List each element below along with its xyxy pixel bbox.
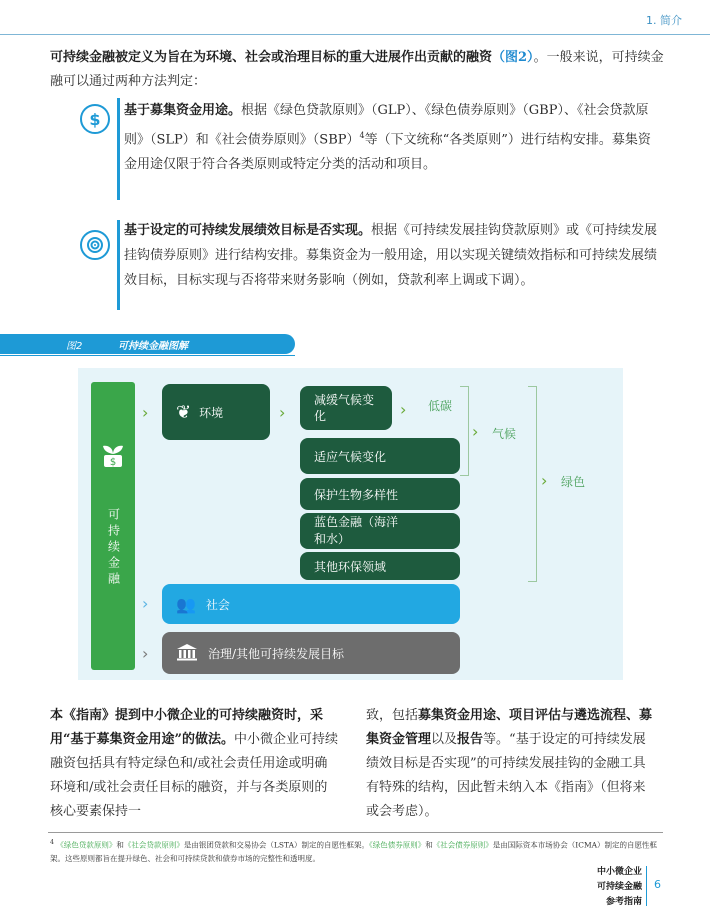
- node-label: 治理/其他可持续发展目标: [208, 646, 345, 661]
- node-mitigation: [300, 386, 392, 430]
- header-rule: [0, 34, 710, 35]
- body-text: 以及: [431, 732, 458, 747]
- footnote-link[interactable]: 《社会债券原则》: [432, 840, 493, 850]
- chevron-right-icon: ›: [142, 644, 149, 663]
- chevron-right-icon: ›: [142, 403, 149, 422]
- guide-title: [597, 865, 642, 910]
- approach-title: 基于设定的可持续发展绩效目标是否实现。: [124, 223, 372, 238]
- body-left-column: [50, 704, 340, 824]
- footnote-text: 是由国际资本市场协会（ICMA）制定的自愿性框架。这些原则都旨在提升绿色、社会和可持续贷款和债券市场的完整性和透明度。: [50, 840, 658, 863]
- root-label-text: 可持续金融: [106, 508, 121, 588]
- node-label: 环境: [199, 405, 224, 420]
- body-bold: 报告: [457, 732, 484, 747]
- chevron-right-icon: ›: [400, 400, 407, 419]
- guide-line: 中小微企业: [596, 867, 642, 877]
- money-plant-icon: [99, 440, 127, 476]
- page-number: 6: [654, 878, 661, 891]
- footnote-link[interactable]: 《绿色贷款原则》: [56, 840, 117, 850]
- body-text: 中小微企业可持续融资包括具有特定绿色和/或社会责任用途或明确环境和/或社会责任目标的融资，并与各类原则的核心要素保持一: [50, 732, 338, 819]
- chevron-right-icon: ›: [541, 471, 548, 490]
- footnote-ref[interactable]: 4: [359, 131, 365, 140]
- item-divider: [117, 98, 120, 200]
- chevron-right-icon: ›: [142, 594, 149, 613]
- node-label: 减缓气候变化: [314, 393, 375, 423]
- body-bold: 募集资金用途、项目评估与遴选流程、募集资金管理: [366, 708, 653, 747]
- bracket-climate: [460, 386, 469, 476]
- section-label: 1. 简介: [646, 14, 682, 27]
- node-label: 适应气候变化: [314, 449, 387, 464]
- approach-title: 基于募集资金用途。: [124, 103, 242, 118]
- approach-kpi: [124, 218, 659, 293]
- figure-title: 可持续金融图解: [118, 341, 188, 352]
- intro-rest: 。一般来说，可持续金融可以通过两种方法判定：: [50, 50, 664, 89]
- node-environment: [162, 384, 270, 440]
- node-adaptation: [300, 438, 460, 474]
- figure-rule: [0, 355, 295, 356]
- page-number-rule: [646, 866, 647, 906]
- institution-icon: [176, 643, 198, 664]
- category-climate: 气候: [492, 427, 517, 441]
- node-label: 社会: [205, 597, 230, 612]
- node-label: 蓝色金融（海洋和水）: [314, 515, 399, 546]
- approach-text: 根据《绿色贷款原则》（GLP）、《绿色债券原则》（GBP）、《社会贷款原则》（SLP）和《社会债券原则》（SBP）: [124, 103, 649, 148]
- chevron-right-icon: ›: [472, 422, 479, 441]
- dollar-icon: $: [80, 104, 110, 134]
- svg-text:$: $: [109, 457, 117, 468]
- people-icon: 👥: [176, 594, 196, 614]
- body-text: 致，包括: [366, 708, 419, 723]
- approach-text: 根据《可持续发展挂钩贷款原则》或《可持续发展挂钩债券原则》进行结构安排。募集资金为一般用途，用以实现关键绩效指标和可持续发展绩效目标，目标实现与否将带来财务影响（例如，贷款利率上调或下调）。: [124, 223, 658, 288]
- category-low-carbon: 低碳: [428, 399, 453, 413]
- root-label: [91, 508, 135, 588]
- approach-text-cont: 等（下文统称“各类原则”）进行结构安排。募集资金用途仅限于符合各类原则或特定分类的活动和项目。: [124, 132, 651, 173]
- chevron-right-icon: ›: [279, 403, 286, 422]
- node-label: 保护生物多样性: [314, 487, 399, 502]
- node-other-env: [300, 552, 460, 580]
- intro-paragraph: [50, 46, 670, 94]
- node-blue-finance: [300, 513, 460, 549]
- body-text: 等。“基于设定的可持续发展绩效目标是否实现”的可持续发展挂钩的金融工具有特殊的结构，因此暂未纳入本《指南》（但将来或会考虑）。: [366, 732, 646, 819]
- body-right-column: [366, 704, 656, 824]
- category-green: 绿色: [561, 475, 586, 489]
- footnote-link[interactable]: 《绿色债券原则》: [369, 840, 426, 850]
- node-biodiversity: [300, 478, 460, 510]
- footnote-number: 4: [50, 839, 54, 846]
- node-label: 其他环保领域: [314, 559, 387, 574]
- bracket-green: [528, 386, 537, 582]
- item-divider: [117, 220, 120, 310]
- intro-bold: 可持续金融被定义为旨在为环境、社会或治理目标的重大进展作出贡献的融资: [50, 50, 493, 65]
- footnote: [50, 836, 670, 865]
- footnote-text: 是由银团贷款和交易协会（LSTA）制定的自愿性框架。: [183, 840, 370, 850]
- target-icon: [80, 230, 110, 260]
- footnote-text: 和: [425, 840, 433, 850]
- node-social: [162, 584, 460, 624]
- body-bold: 本《指南》提到中小微企业的可持续融资时，采用“基于募集资金用途”的做法。: [50, 708, 324, 747]
- guide-line: 参考指南: [605, 897, 642, 907]
- footnote-text: 和: [116, 840, 124, 850]
- approach-use-of-proceeds: [124, 98, 659, 177]
- footnote-link[interactable]: 《社会贷款原则》: [123, 840, 184, 850]
- footnote-rule: [48, 832, 663, 833]
- leaf-icon: ❦: [176, 401, 192, 423]
- guide-line: 可持续金融: [596, 882, 642, 892]
- figure-number: 图2: [66, 341, 83, 352]
- figure-link[interactable]: （图2）: [492, 50, 534, 65]
- node-governance: [162, 632, 460, 674]
